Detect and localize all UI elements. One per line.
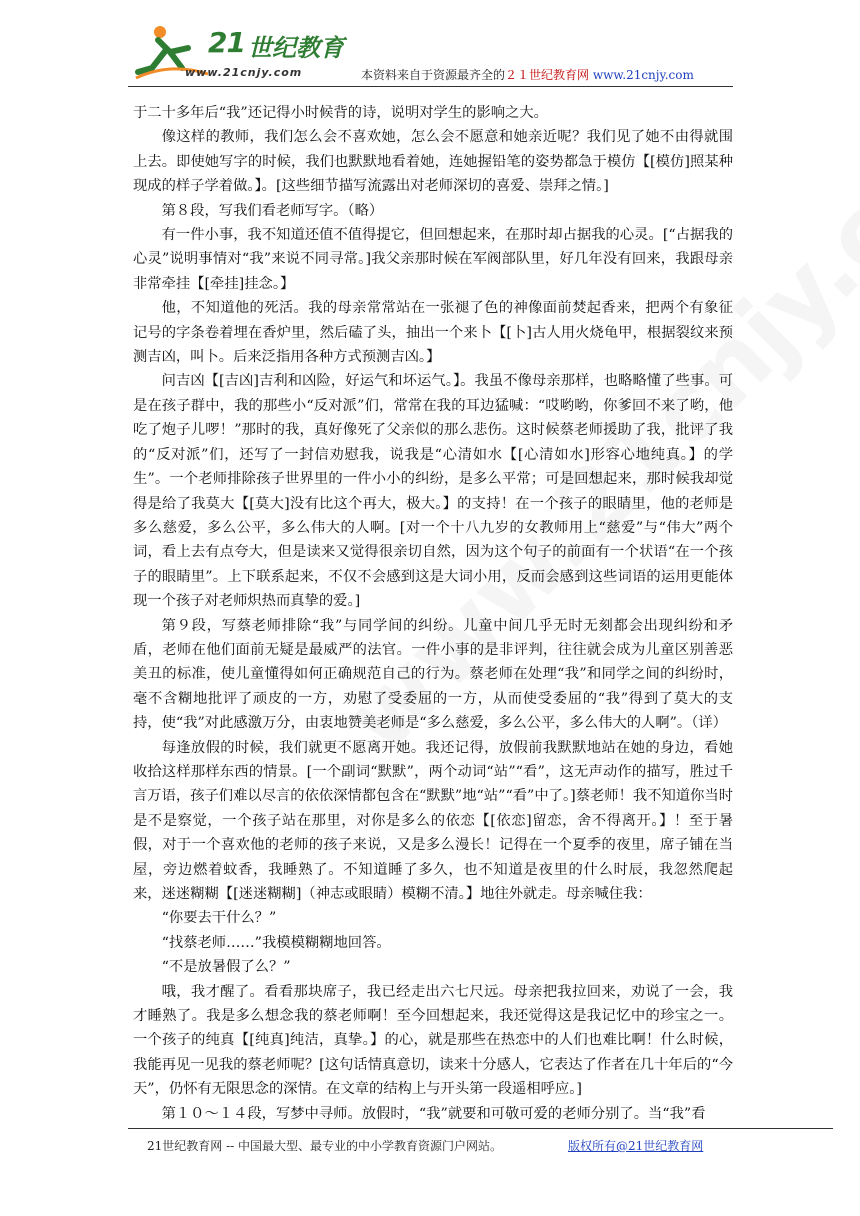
logo-text: 世纪教育 <box>248 34 344 62</box>
site-logo[interactable] <box>130 18 345 88</box>
paragraph: 第９段，写蔡老师排除“我”与同学间的纠纷。儿童中间几乎无时无刻都会出现纠纷和矛盾，老师在他们面前无疑是最威严的法官。一件小事的是非评判，往往就会成为儿童区别善恶美丑的标准，使儿童懂得如何正确规范自己的行为。蔡老师在处理“我”和同学之间的纠纷时，毫不含糊地批评了顽皮的一方，劝慰了受委屈的一方，从而使受委屈的“我”得到了莫大的支持，使“我”对此感激万分，由衷地赞美老师是“多么慈爱，多么公平，多么伟大的人啊”。（详） <box>133 617 733 732</box>
paragraph: 哦，我才醒了。看看那块席子，我已经走出六七尺远。母亲把我拉回来，劝说了一会，我才睡熟了。我是多么想念我的蔡老师啊！至今回想起来，我还觉得这是我记忆中的珍宝之一。一个孩子的纯真【[纯真]纯洁，真挚。】的心，就是那些在热恋中的人们也难比啊！什么时候，我能再见一见我的蔡老师呢？[这句话情真意切，读来十分感人，它表达了作者在几十年后的“今天”，仍怀有无限思念的深情。在文章的结构上与开头第一段遥相呼应。] <box>133 983 733 1098</box>
document-body <box>133 101 733 1126</box>
dialogue-line: “你要去干什么？” <box>161 910 277 927</box>
paragraph: 第１０～１４段，写梦中寻师。放假时，“我”就要和可敬可爱的老师分别了。当“我”看 <box>161 1105 706 1122</box>
footer-copyright-link[interactable]: 版权所有@21世纪教育网 <box>568 1139 704 1153</box>
dialogue-line: “不是放暑假了么？” <box>161 959 291 976</box>
header-note-site[interactable]: ２１世纪教育网 <box>505 68 590 82</box>
paragraph: 第８段，写我们看老师写字。（略） <box>161 202 384 219</box>
header-divider <box>128 86 733 87</box>
paragraph: 于二十多年后“我”还记得小时候背的诗，说明对学生的影响之大。 <box>133 105 548 121</box>
paragraph: 有一件小事，我不知道还值不值得提它，但回想起来，在那时却占据我的心灵。[“占据我的心灵”说明事情对“我”来说不同寻常。]我父亲那时候在军阀部队里，好几年没有回来，我跟母亲非常牵挂【[牵挂]挂念。】 <box>133 227 733 292</box>
dialogue-line: “找蔡老师……”我模模糊糊地回答。 <box>161 934 391 951</box>
page-header <box>0 0 860 100</box>
logo-url: www.21cnjy.com <box>185 66 303 79</box>
paragraph: 像这样的教师，我们怎么会不喜欢她，怎么会不愿意和她亲近呢？我们见了她不由得就围上去。即使她写字的时候，我们也默默地看着她，连她握铅笔的姿势都急于模仿【[模仿]照某种现成的样子学着做。】。[这些细节描写流露出对老师深切的喜爱、崇拜之情。] <box>133 129 733 195</box>
header-note-url[interactable]: www.21cnjy.com <box>592 68 694 82</box>
header-note-prefix: 本资料来自于资源最齐全的 <box>361 68 506 82</box>
paragraph: 每逢放假的时候，我们就更不愿离开她。我还记得，放假前我默默地站在她的身边，看她收拾这样那样东西的情景。[一个副词“默默”，两个动词“站”“看”，这无声动作的描写，胜过千言万语，孩子们难以尽言的依依深情都包含在“默默”地“站”“看”中了。]蔡老师！我不知道你当时是不是察觉，一个孩子站在那里，对你是多么的依恋【[依恋]留恋，舍不得离开。】！至于暑假，对于一个喜欢他的老师的孩子来说，又是多么漫长！记得在一个夏季的夜里，席子铺在当屋，旁边燃着蚊香，我睡熟了。不知道睡了多久，也不知道是夜里的什么时辰，我忽然爬起来，迷迷糊糊【[迷迷糊糊]（神志或眼睛）模糊不清。】地往外就走。母亲喊住我： <box>133 739 733 902</box>
header-note <box>361 66 694 83</box>
paragraph: 他，不知道他的死活。我的母亲常常站在一张褪了色的神像面前焚起香来，把两个有象征记号的字条卷着埋在香炉里，然后磕了头，抽出一个来卜【[卜]古人用火烧龟甲，根据裂纹来预测吉凶，叫卜。后来泛指用各种方式预测吉凶。】 <box>133 300 733 366</box>
logo-number: 21 <box>208 26 245 59</box>
footer-divider <box>128 1128 833 1129</box>
footer-description: 21世纪教育网 -- 中国最大型、最专业的中小学教育资源门户网站。 <box>147 1139 503 1153</box>
paragraph: 问吉凶【[吉凶]吉利和凶险，好运气和坏运气。】。我虽不像母亲那样，也略略懂了些事。可是在孩子群中，我的那些小“反对派”们，常常在我的耳边猛喊：“哎哟哟，你爹回不来了哟，他吃了炮子儿啰！”那时的我，真好像死了父亲似的那么悲伤。这时候蔡老师援助了我，批评了我的“反对派”们，还写了一封信劝慰我，说我是“心清如水【[心清如水]形容心地纯真。】的学生”。一个老师排除孩子世界里的一件小小的纠纷，是多么平常；可是回想起来，那时候我却觉得是给了我莫大【[莫大]没有比这个再大，极大。】的支持！在一个孩子的眼睛里，他的老师是多么慈爱，多么公平，多么伟大的人啊。[对一个十八九岁的女教师用上“慈爱”与“伟大”两个词，看上去有点夸大，但是读来又觉得很亲切自然，因为这个句子的前面有一个状语“在一个孩子的眼睛里”。上下联系起来，不仅不会感到这是大词小用，反而会感到这些词语的运用更能体现一个孩子对老师炽热而真挚的爱。] <box>133 373 733 610</box>
